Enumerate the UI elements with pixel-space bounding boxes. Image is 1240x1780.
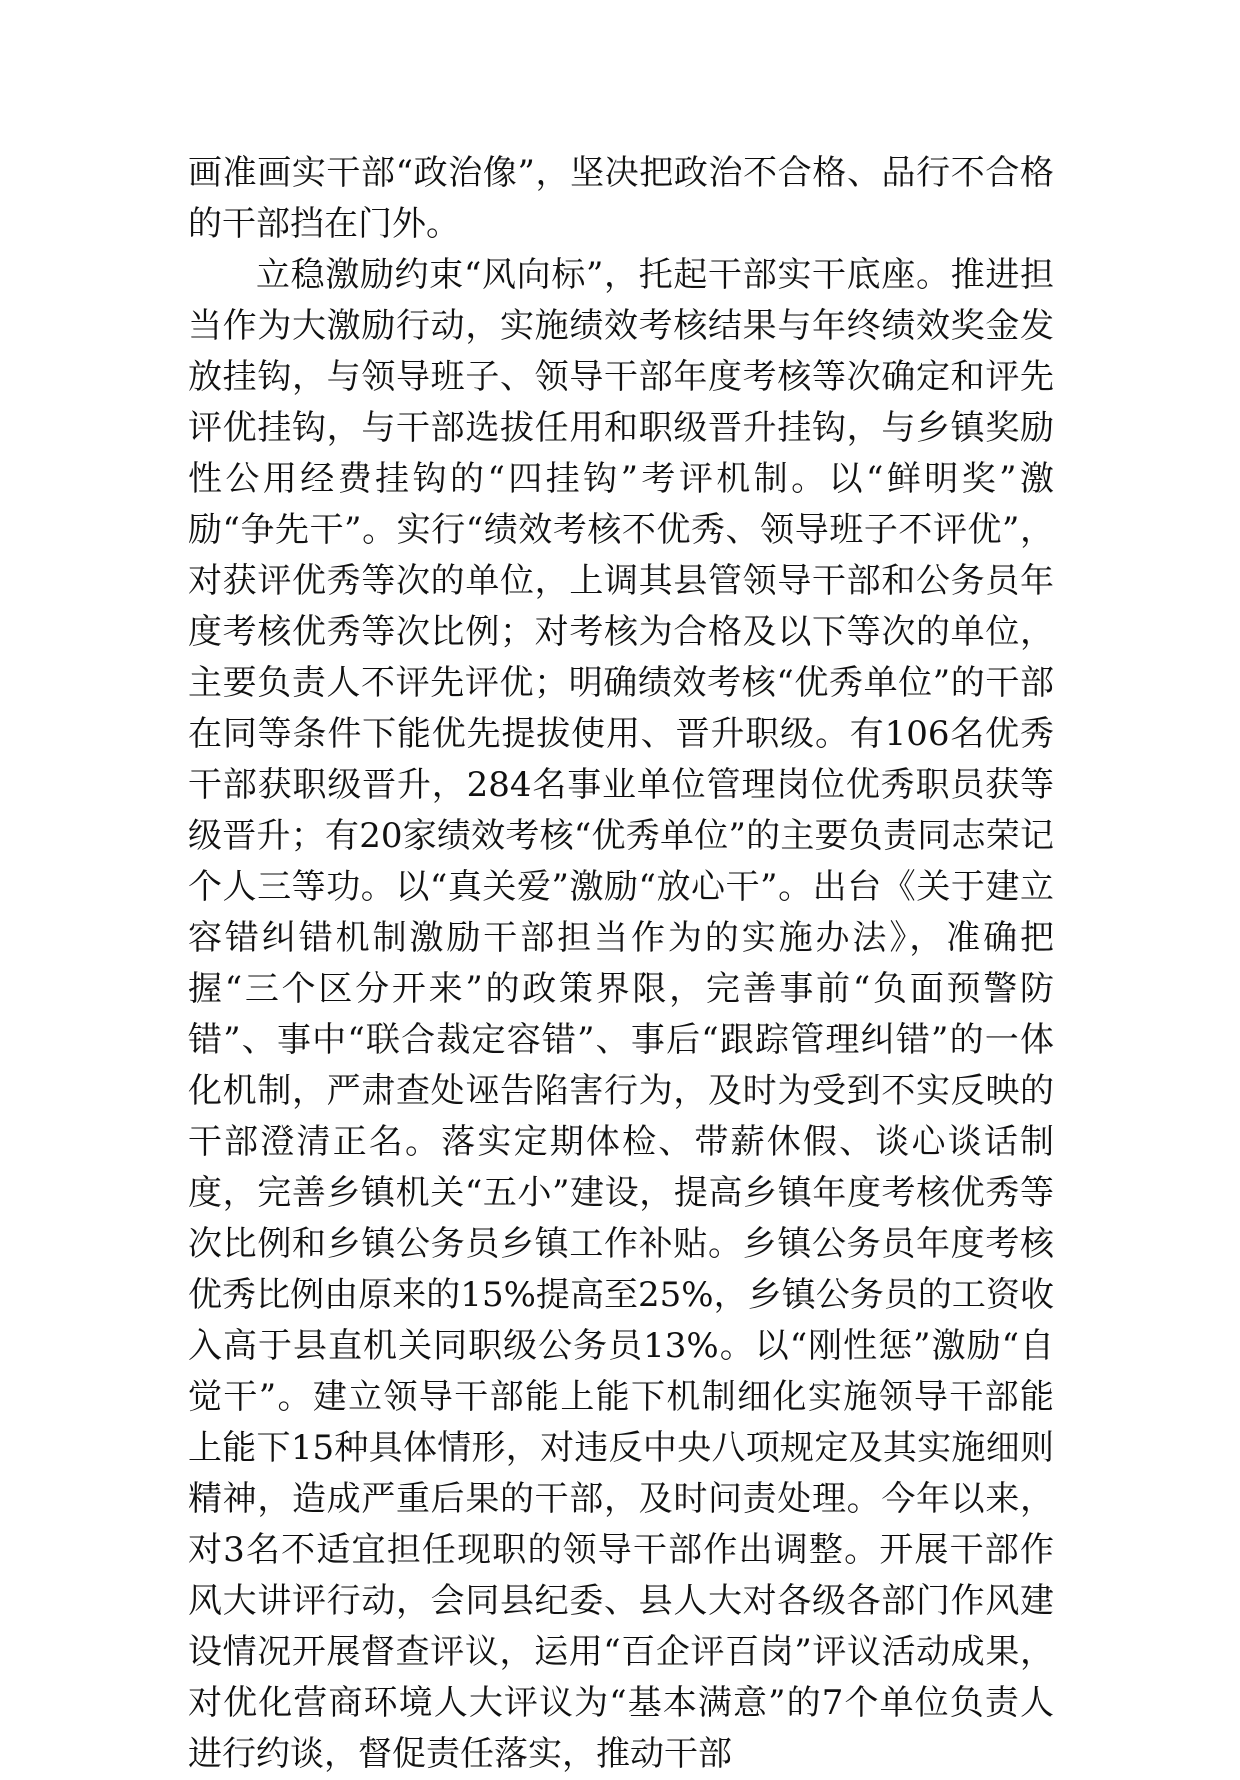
document-page [188, 148, 1054, 1780]
paragraph-continuation: 画准画实干部“政治像”，坚决把政治不合格、品行不合格的干部挡在门外。 [188, 153, 1054, 244]
paragraph-incentive-mechanism: 立稳激励约束“风向标”，托起干部实干底座。推进担当作为大激励行动，实施绩效考核结果与年终绩效奖金发放挂钩，与领导班子、领导干部年度考核等次确定和评先评优挂钩，与干部选拔任用和职级晋升挂钩，与乡镇奖励性公用经费挂钩的“四挂钩”考评机制。以“鲜明奖”激励“争先干”。实行“绩效考核不优秀、领导班子不评优”，对获评优秀等次的单位，上调其县管领导干部和公务员年度考核优秀等次比例；对考核为合格及以下等次的单位，主要负责人不评先评优；明确绩效考核“优秀单位”的干部在同等条件下能优先提拔使用、晋升职级。有106名优秀干部获职级晋升，284名事业单位管理岗位优秀职员获等级晋升；有20家绩效考核“优秀单位”的主要负责同志荣记个人三等功。以“真关爱”激励“放心干”。出台《关于建立容错纠错机制激励干部担当作为的实施办法》，准确把握“三个区分开来”的政策界限，完善事前“负面预警防错”、事中“联合裁定容错”、事后“跟踪管理纠错”的一体化机制，严肃查处诬告陷害行为，及时为受到不实反映的干部澄清正名。落实定期体检、带薪休假、谈心谈话制度，完善乡镇机关“五小”建设，提高乡镇年度考核优秀等次比例和乡镇公务员乡镇工作补贴。乡镇公务员年度考核优秀比例由原来的15%提高至25%，乡镇公务员的工资收入高于县直机关同职级公务员13%。以“刚性惩”激励“自觉干”。建立领导干部能上能下机制细化实施领导干部能上能下15种具体情形，对违反中央八项规定及其实施细则精神，造成严重后果的干部，及时问责处理。今年以来，对3名不适宜担任现职的领导干部作出调整。开展干部作风大讲评行动，会同县纪委、县人大对各级各部门作风建设情况开展督查评议，运用“百企评百岗”评议活动成果，对优化营商环境人大评议为“基本满意”的7个单位负责人进行约谈，督促责任落实，推动干部 [188, 255, 1054, 1774]
